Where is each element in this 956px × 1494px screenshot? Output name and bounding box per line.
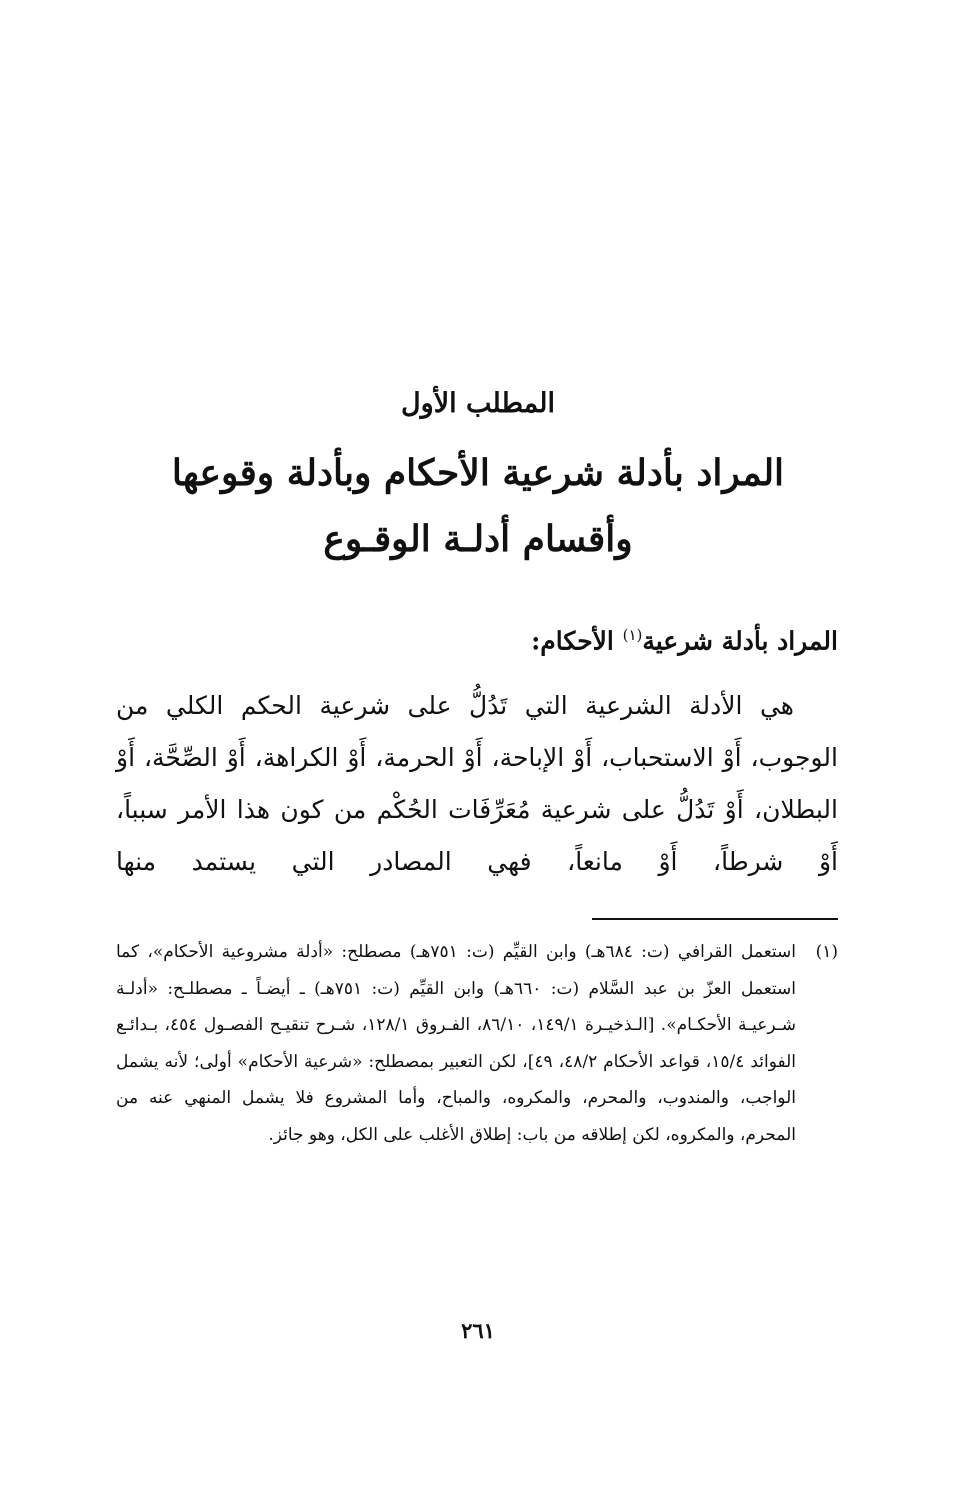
section-label: المطلب الأول	[401, 388, 555, 419]
footnote	[116, 934, 838, 1153]
subheading-text: المراد بأدلة شرعية	[642, 626, 838, 656]
footnote-reference[interactable]: (١)	[622, 626, 643, 644]
subheading-text-end: الأحكام:	[531, 626, 623, 656]
footnote-text: استعمل القرافي (ت: ٦٨٤هـ) وابن القيِّم (ت: ٧٥١هـ) مصطلح: «أدلة مشروعية الأحكام»، كما استعمل العزّ بن عبد السَّلام (ت: ٦٦٠هـ) وابن القيِّم (ت: ٧٥١هـ) ـ أيضـاً ـ مصطلـح: «أدلـة شـرعيـة الأحكـام». [الـذخيـرة ١٤٩/١، ٨٦/١٠، الفـروق ١٢٨/١، شـرح تنقيـح الفصـول ٤٥٤، بـدائـع الفوائد ١٥/٤، قواعد الأحكام ٤٨/٢، ٤٩]، لكن التعبير بمصطلح: «شرعية الأحكام» أولى؛ لأنه يشمل الواجب، والمندوب، والمحرم، والمكروه، والمباح، وأما المشروع فلا يشمل المنهي عنه من المحرم، والمكروه، لكن إطلاقه من باب: إطلاق الأغلب على الكل، وهو جائز.	[116, 942, 797, 1145]
section-title: المراد بأدلة شرعية الأحكام وبأدلة وقوعها وأقسام أدلـة الوقـوع	[171, 452, 785, 560]
footnote-marker: (١)	[815, 942, 838, 962]
body-text	[116, 680, 838, 888]
footnote-separator	[592, 918, 838, 920]
page-number: ٢٦١	[461, 1318, 495, 1343]
body-paragraph: هي الأدلة الشرعية التي تَدُلُّ على شرعية الحكم الكلي من الوجوب، أَوْ الاستحباب، أَوْ الإباحة، أَوْ الحرمة، أَوْ الكراهة، أَوْ الصِّحَّة، أَوْ البطلان، أَوْ تَدُلُّ على شرعية مُعَرِّفَات الحُكْم من كون هذا الأمر سبباً، أَوْ شرطاً، أَوْ مانعاً، فهي المصادر التي يستمد منها	[116, 691, 838, 876]
subheading	[118, 626, 838, 655]
